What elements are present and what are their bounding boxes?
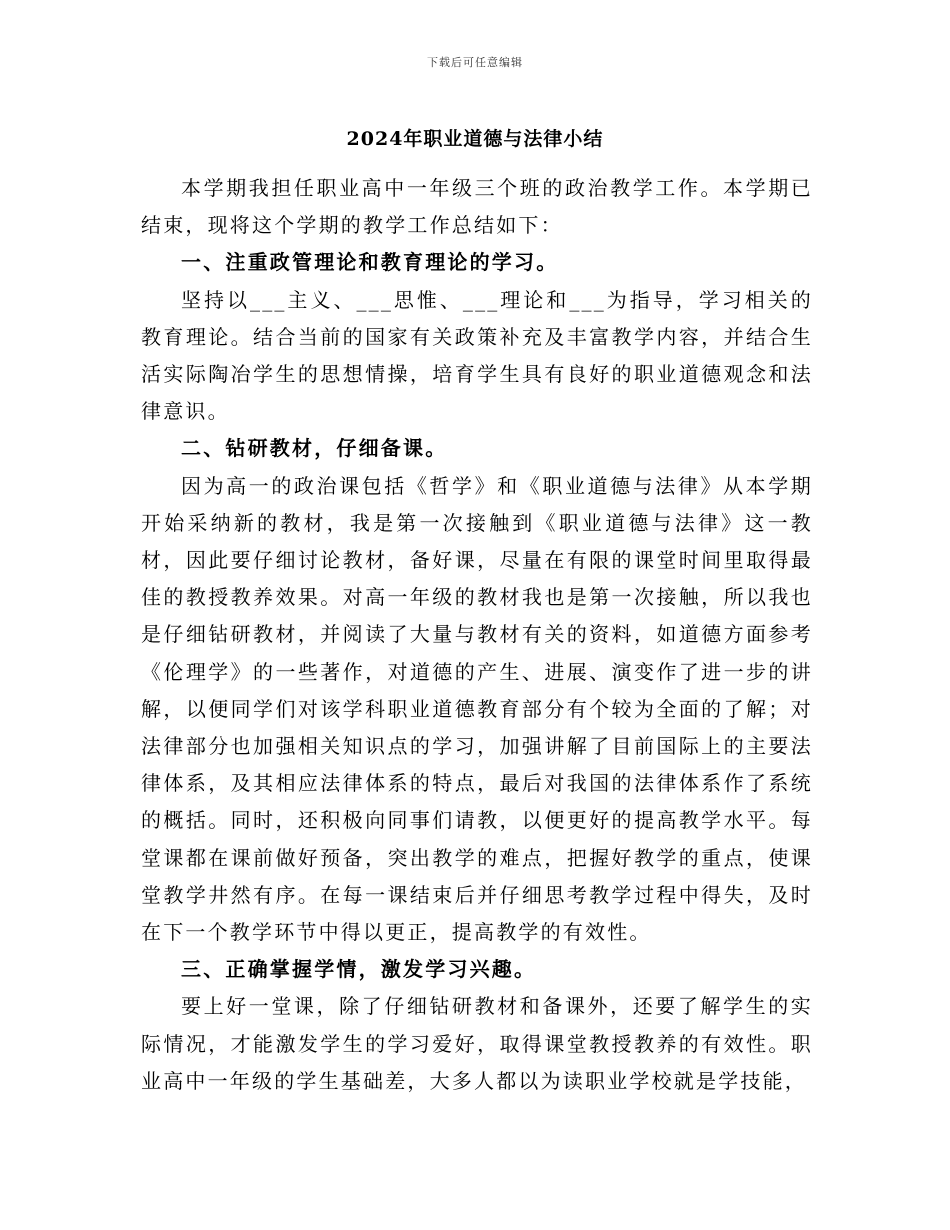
section-1-paragraph: 坚持以___主义、___思惟、___理论和___为指导，学习相关的教育理论。结合当前的国家有关政策补充及丰富教学内容，并结合生活实际陶冶学生的思想情操，培育学生具有良好的职业道德观念和法律意识。	[141, 287, 813, 424]
intro-paragraph: 本学期我担任职业高中一年级三个班的政治教学工作。本学期已结束，现将这个学期的教学工作总结如下：	[141, 176, 813, 238]
section-heading-1: 一、注重政管理论和教育理论的学习。	[181, 250, 559, 275]
section-2-paragraph: 因为高一的政治课包括《哲学》和《职业道德与法律》从本学期开始采纳新的教材，我是第一次接触到《职业道德与法律》这一教材，因此要仔细讨论教材，备好课，尽量在有限的课堂时间里取得最佳的教授教养效果。对高一年级的教材我也是第一次接触，所以我也是仔细钻研教材，并阅读了大量与教材有关的资料，如道德方面参考《伦理学》的一些著作，对道德的产生、进展、演变作了进一步的讲解，以便同学们对该学科职业道德教育部分有个较为全面的了解；对法律部分也加强相关知识点的学习，加强讲解了目前国际上的主要法律体系，及其相应法律体系的特点，最后对我国的法律体系作了系统的概括。同时，还积极向同事们请教，以便更好的提高教学水平。每堂课都在课前做好预备，突出教学的难点，把握好教学的重点，使课堂教学井然有序。在每一课结束后并仔细思考教学过程中得失，及时在下一个教学环节中得以更正，提高教学的有效性。	[141, 473, 813, 945]
page-header-note: 下载后可任意编辑	[427, 56, 523, 69]
section-3-paragraph: 要上好一堂课，除了仔细钻研教材和备课外，还要了解学生的实际情况，才能激发学生的学习爱好，取得课堂教授教养的有效性。职业高中一年级的学生基础差，大多人都以为读职业学校就是学技能，	[141, 994, 813, 1093]
document-title: 2024年职业道德与法律小结	[346, 128, 604, 150]
section-heading-2: 二、钻研教材，仔细备课。	[181, 436, 448, 461]
document-body	[141, 170, 813, 1100]
section-heading-3: 三、正确掌握学情，激发学习兴趣。	[181, 957, 537, 982]
